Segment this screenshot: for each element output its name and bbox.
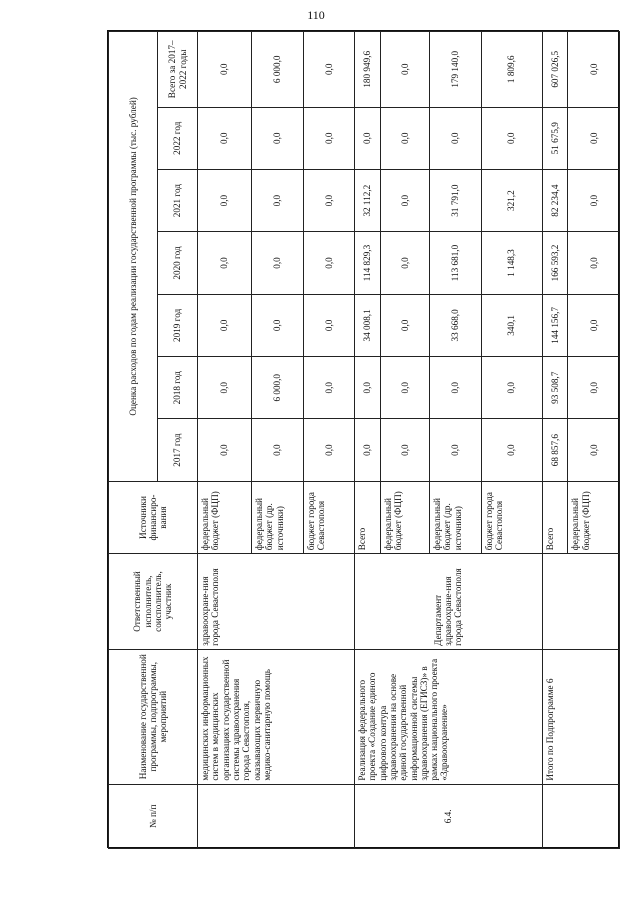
row-name-cell: медицинских информационных систем в медицинских организациях государственной системы здравоохранения города Севастополя, оказывающих первичную медико-санитарную помощь: [198, 649, 355, 784]
total-cell: 1 809,6: [481, 32, 542, 108]
row-responsible-cell: здравоохране-ния города Севастополя: [198, 554, 355, 650]
row-num-cell: [198, 784, 355, 848]
value-cell: 0,0: [380, 357, 429, 419]
header-year: 2018 год: [158, 357, 198, 419]
source-cell: федеральный бюджет (др. источники): [251, 481, 303, 553]
value-cell: 0,0: [198, 419, 252, 481]
value-cell: 0,0: [380, 294, 429, 356]
total-cell: 179 140,0: [430, 32, 482, 108]
source-cell: федеральный бюджет (ФЦП): [568, 481, 620, 553]
source-cell: федеральный бюджет (ФЦП): [380, 481, 429, 553]
source-cell: Всего: [542, 481, 568, 553]
value-cell: 166 593,2: [542, 232, 568, 294]
value-cell: 0,0: [430, 107, 482, 169]
row-responsible-cell: Департамент здравоохране-ния города Севастополя: [355, 554, 543, 650]
value-cell: 0,0: [198, 357, 252, 419]
value-cell: 33 668,0: [430, 294, 482, 356]
value-cell: 0,0: [568, 232, 620, 294]
value-cell: 0,0: [251, 419, 303, 481]
total-cell: 0,0: [380, 32, 429, 108]
value-cell: 93 508,7: [542, 357, 568, 419]
header-total: Всего за 2017–2022 годы: [158, 32, 198, 108]
value-cell: 0,0: [568, 107, 620, 169]
header-responsible: Ответственный исполнитель, соисполнитель, участник: [109, 554, 198, 650]
value-cell: 0,0: [251, 232, 303, 294]
total-cell: 6 000,0: [251, 32, 303, 108]
value-cell: 0,0: [303, 169, 355, 231]
source-cell: федеральный бюджет (ФЦП): [198, 481, 252, 553]
value-cell: 113 681,0: [430, 232, 482, 294]
value-cell: 0,0: [481, 107, 542, 169]
table-row: [198, 32, 252, 849]
value-cell: 0,0: [303, 107, 355, 169]
header-year: 2022 год: [158, 107, 198, 169]
value-cell: 0,0: [481, 357, 542, 419]
table-row: [542, 32, 568, 849]
header-num: № п/п: [109, 784, 198, 848]
header-row-1: [109, 32, 158, 849]
value-cell: 0,0: [380, 107, 429, 169]
value-cell: 0,0: [568, 419, 620, 481]
value-cell: 0,0: [355, 419, 381, 481]
value-cell: 0,0: [380, 232, 429, 294]
value-cell: 0,0: [303, 419, 355, 481]
row-responsible-cell: [542, 554, 619, 650]
header-year: 2021 год: [158, 169, 198, 231]
header-name: Наименование государственной программы, подпрограммы, мероприятий: [109, 649, 198, 784]
value-cell: 0,0: [251, 107, 303, 169]
value-cell: 0,0: [355, 107, 381, 169]
value-cell: 0,0: [198, 294, 252, 356]
header-year: 2017 год: [158, 419, 198, 481]
value-cell: 82 234,4: [542, 169, 568, 231]
source-cell: Всего: [355, 481, 381, 553]
value-cell: 0,0: [568, 357, 620, 419]
value-cell: 0,0: [198, 232, 252, 294]
source-cell: бюджет города Севастополя: [303, 481, 355, 553]
value-cell: 0,0: [355, 357, 381, 419]
value-cell: 0,0: [303, 294, 355, 356]
value-cell: 6 000,0: [251, 357, 303, 419]
value-cell: 1 148,3: [481, 232, 542, 294]
header-year: 2020 год: [158, 232, 198, 294]
value-cell: 0,0: [303, 232, 355, 294]
table-frame: [107, 30, 619, 848]
row-num-cell: 6.4.: [355, 784, 543, 848]
value-cell: 0,0: [568, 169, 620, 231]
total-cell: 180 949,6: [355, 32, 381, 108]
value-cell: 321,2: [481, 169, 542, 231]
value-cell: 51 675,9: [542, 107, 568, 169]
value-cell: 0,0: [251, 169, 303, 231]
value-cell: 340,1: [481, 294, 542, 356]
value-cell: 0,0: [198, 107, 252, 169]
value-cell: 31 791,0: [430, 169, 482, 231]
page-number: 110: [307, 8, 325, 22]
row-name-cell: Реализация федерального проекта «Создание единого цифрового контура здравоохранения на основе единой государственной информационной системы здравоохранения (ЕГИСЗ)» в рамках национального проекта «Здравоохранение»: [355, 649, 543, 784]
value-cell: 0,0: [380, 169, 429, 231]
header-source: Источники финансиро-вания: [109, 481, 198, 553]
value-cell: 0,0: [380, 419, 429, 481]
value-cell: 0,0: [568, 294, 620, 356]
value-cell: 0,0: [430, 357, 482, 419]
rotated-table-container: [108, 31, 620, 849]
value-cell: 0,0: [198, 169, 252, 231]
value-cell: 32 112,2: [355, 169, 381, 231]
row-name-cell: Итого по Подпрограмме 6: [542, 649, 619, 784]
value-cell: 68 857,6: [542, 419, 568, 481]
value-cell: 144 156,7: [542, 294, 568, 356]
source-cell: федеральный бюджет (др. источники): [430, 481, 482, 553]
total-cell: 0,0: [198, 32, 252, 108]
source-cell: бюджет города Севастополя: [481, 481, 542, 553]
total-cell: 607 026,5: [542, 32, 568, 108]
value-cell: 34 008,1: [355, 294, 381, 356]
header-estimate: Оценка расходов по годам реализации государственной программы (тыс. рублей): [109, 32, 158, 482]
value-cell: 0,0: [481, 419, 542, 481]
budget-table: [108, 31, 620, 849]
table-row: [355, 32, 381, 849]
value-cell: 0,0: [251, 294, 303, 356]
value-cell: 0,0: [303, 357, 355, 419]
total-cell: 0,0: [303, 32, 355, 108]
header-year: 2019 год: [158, 294, 198, 356]
total-cell: 0,0: [568, 32, 620, 108]
row-num-cell: [542, 784, 619, 848]
value-cell: 0,0: [430, 419, 482, 481]
value-cell: 114 829,3: [355, 232, 381, 294]
